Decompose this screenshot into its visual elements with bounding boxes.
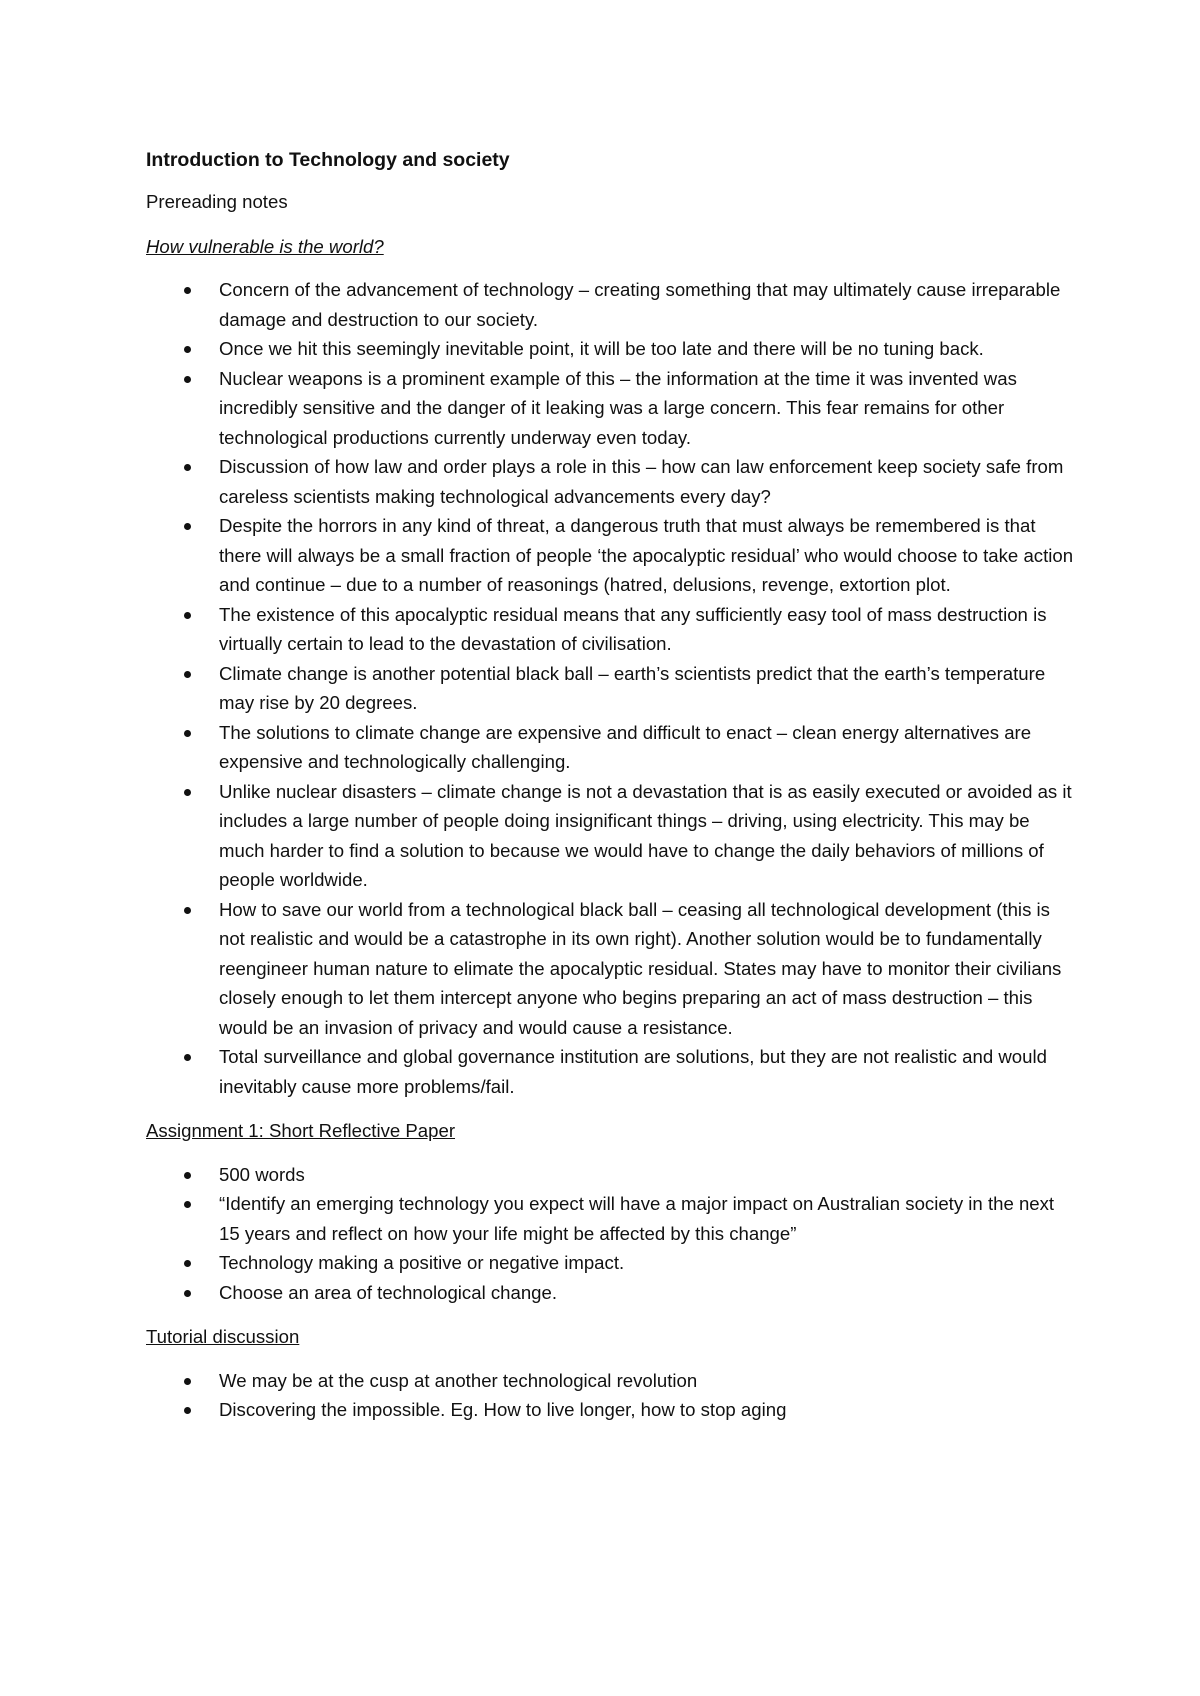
section-heading-vulnerable-world: How vulnerable is the world? (146, 235, 384, 257)
list-item-text: The solutions to climate change are expensive and difficult to enact – clean energy alternatives are expensive and technologically challenging. (219, 721, 1032, 772)
bullet-icon (184, 671, 191, 678)
list-item (146, 452, 1076, 511)
list-item (146, 895, 1076, 1043)
bullet-icon (184, 1054, 191, 1061)
bullet-icon (184, 376, 191, 383)
bullet-icon (184, 1260, 191, 1267)
bullet-icon (184, 523, 191, 530)
list-item-text: Technology making a positive or negative impact. (219, 1252, 625, 1273)
bullet-icon (184, 287, 191, 294)
list-item-text: Concern of the advancement of technology – creating something that may ultimately cause irreparable damage and destruction to our society. (219, 279, 1061, 330)
list-item-text: “Identify an emerging technology you expect will have a major impact on Australian society in the next 15 years and reflect on how your life might be affected by this change” (219, 1193, 1055, 1244)
list-item (146, 334, 1076, 364)
list-item-text: 500 words (219, 1163, 305, 1185)
list-item (146, 1042, 1076, 1101)
list-item-text: Despite the horrors in any kind of threat, a dangerous truth that must always be remembered is that there will always be a small fraction of people ‘the apocalyptic residual’ who would choose to take action and continue – due to a number of reasonings (hatred, delusions, revenge, extortion plot. (219, 515, 1074, 595)
bullet-list-assignment (146, 1160, 1076, 1308)
bullet-list-vulnerable-world (146, 275, 1076, 1101)
list-item-text: Unlike nuclear disasters – climate change is not a devastation that is as easily executed or avoided as it includes a large number of people doing insignificant things – driving, using electricity. This may be much harder to find a solution to because we would have to change the daily behaviors of millions of people worldwide. (219, 780, 1072, 890)
list-item (146, 1160, 1076, 1190)
list-item (146, 718, 1076, 777)
document-title: Introduction to Technology and society (146, 149, 510, 171)
bullet-list-tutorial (146, 1366, 1076, 1425)
list-item (146, 1278, 1076, 1308)
list-item-text: How to save our world from a technological black ball – ceasing all technological development (this is not realistic and would be a catastrophe in its own right). Another solution would be to fundamentally reengineer human nature to elimate the apocalyptic residual. States may have to monitor their civilians closely enough to let them intercept anyone who begins preparing an act of mass destruction – this would be an invasion of privacy and would cause a resistance. (219, 898, 1062, 1038)
list-item (146, 1395, 1076, 1425)
document-subtitle: Prereading notes (146, 191, 288, 212)
bullet-icon (184, 1378, 191, 1385)
bullet-icon (184, 612, 191, 619)
bullet-icon (184, 464, 191, 471)
list-item-text: Choose an area of technological change. (219, 1281, 558, 1303)
bullet-icon (184, 730, 191, 737)
list-item-text: Total surveillance and global governance institution are solutions, but they are not realistic and would inevitably cause more problems/fail. (219, 1046, 1047, 1097)
bullet-icon (184, 1172, 191, 1179)
list-item-text: Once we hit this seemingly inevitable point, it will be too late and there will be no tuning back. (219, 338, 984, 359)
section-heading-tutorial: Tutorial discussion (146, 1326, 300, 1347)
bullet-icon (184, 1290, 191, 1297)
list-item-text: Climate change is another potential black ball – earth’s scientists predict that the earth’s temperature may rise by 20 degrees. (219, 662, 1046, 713)
list-item (146, 275, 1076, 334)
list-item-text: We may be at the cusp at another technological revolution (219, 1369, 698, 1391)
bullet-icon (184, 346, 191, 353)
bullet-icon (184, 789, 191, 796)
list-item (146, 1366, 1076, 1396)
list-item-text: Discussion of how law and order plays a role in this – how can law enforcement keep society safe from careless scientists making technological advancements every day? (219, 456, 1064, 507)
list-item (146, 511, 1076, 600)
list-item-text: Nuclear weapons is a prominent example of this – the information at the time it was invented was incredibly sensitive and the danger of it leaking was a large concern. This fear remains for other technological productions currently underway even today. (219, 367, 1017, 448)
bullet-icon (184, 1407, 191, 1414)
bullet-icon (184, 1201, 191, 1208)
list-item (146, 1248, 1076, 1278)
list-item (146, 364, 1076, 453)
list-item-text: Discovering the impossible. Eg. How to live longer, how to stop aging (219, 1399, 787, 1420)
section-heading-assignment: Assignment 1: Short Reflective Paper (146, 1120, 456, 1141)
list-item (146, 659, 1076, 718)
list-item (146, 777, 1076, 895)
list-item-text: The existence of this apocalyptic residual means that any sufficiently easy tool of mass destruction is virtually certain to lead to the devastation of civilisation. (219, 603, 1047, 654)
list-item (146, 600, 1076, 659)
bullet-icon (184, 907, 191, 914)
document-body (146, 146, 1076, 1440)
list-item (146, 1189, 1076, 1248)
